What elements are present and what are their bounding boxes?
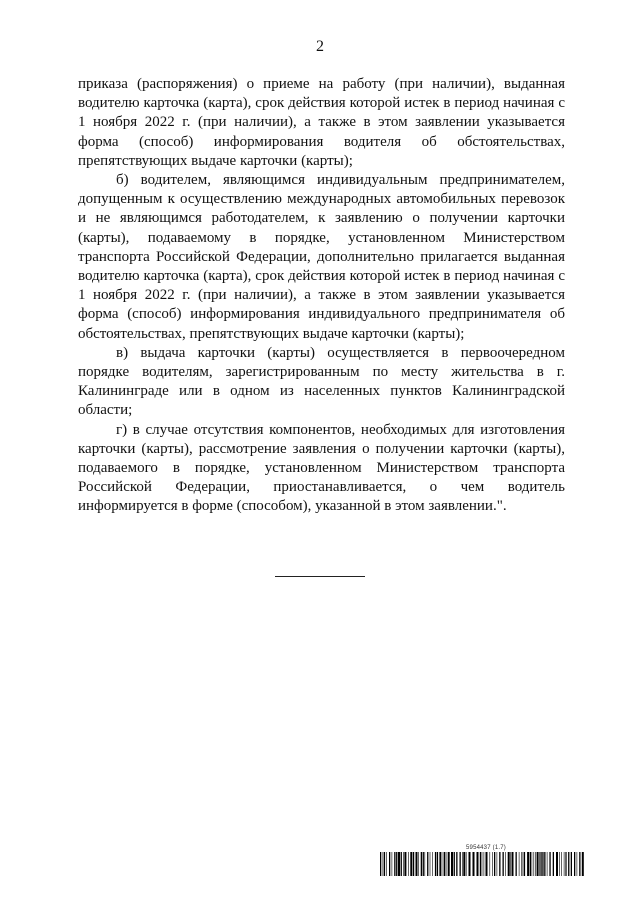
paragraph-v: в) выдача карточки (карты) осуществляется в первоочередном порядке водителям, зарегистрированным по месту жительства в г. Калининграде или в одном из населенных пунктов Калининградской области;	[78, 344, 565, 419]
paragraph-continuation: приказа (распоряжения) о приеме на работу (при наличии), выданная водителю карточка (карта), срок действия которой истек в период начиная с 1 ноября 2022 г. (при наличии), а также в этом заявлении указывается форма (способ) информирования водителя об обстоятельствах, препятствующих выдаче карточки (карты);	[78, 76, 565, 169]
document-code: 5954437 (1.7)	[466, 845, 506, 851]
paragraph-g: г) в случае отсутствия компонентов, необходимых для изготовления карточки (карты), рассмотрение заявления о получении карточки (карты), подаваемого в порядке, установленном Министерством транспорта Российской Федерации, приостанавливается, о чем водитель информируется в форме (способом), указанной в этом заявлении.".	[78, 421, 565, 515]
end-separator-line	[275, 576, 365, 577]
document-body	[78, 75, 565, 517]
paragraph-b: б) водителем, являющимся индивидуальным предпринимателем, допущенным к осуществлению международных автомобильных перевозок и не являющимся работодателем, к заявлению о получении карточки (карты), подаваемому в порядке, установленном Министерством транспорта Российской Федерации, дополнительно прилагается выданная водителю карточка (карта), срок действия которой истек в период начиная с 1 ноября 2022 г. (при наличии), а также в этом заявлении указывается форма (способ) информирования индивидуального предпринимателя об обстоятельствах, препятствующих выдаче карточки (карты);	[78, 172, 565, 342]
page-number: 2	[316, 38, 324, 55]
barcode-icon	[380, 852, 585, 876]
